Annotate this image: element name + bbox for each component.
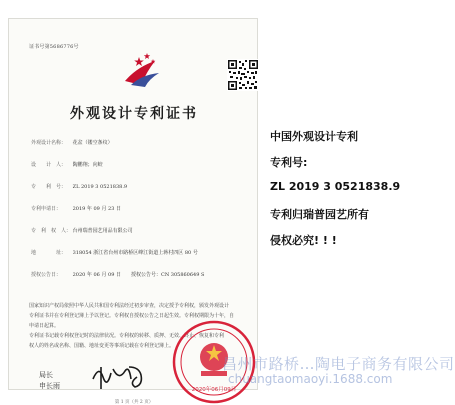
director-title: 局长	[39, 371, 53, 379]
field-label: 设 计 人：	[31, 162, 67, 168]
field-address	[31, 249, 198, 256]
notice-line-infringement: 侵权必究! ! !	[270, 234, 337, 247]
director-name: 申长雨	[39, 382, 60, 390]
certificate-number: 证书号第5686776号	[29, 44, 79, 50]
field-label: 专利申请日：	[31, 206, 62, 212]
field-label: 外观设计名称：	[31, 140, 67, 146]
body-line: 专利证书并在专利登记簿上予以登记。专利权自授权公告之日起生效。专利权期限为十年，自	[29, 313, 235, 319]
notice-line-patent-number: ZL 2019 3 0521838.9	[270, 180, 401, 193]
notice-line-patent-label: 专利号:	[270, 156, 308, 169]
field-patentee	[31, 227, 133, 234]
certificate-title: 外观设计专利证书	[70, 106, 198, 122]
field-value: 陶鹏翔；向蛟	[72, 162, 103, 168]
body-line: 权人的姓名或名称、国籍、地址变更等事项记载在专利登记簿上。	[29, 343, 175, 349]
seal-date: 2020年06月09日	[191, 387, 237, 393]
field-grant-date	[31, 271, 204, 278]
field-value: 2020 年 06 月 09 日 授权公告号：CN 305860649 S	[72, 272, 205, 278]
field-application-date	[31, 205, 121, 212]
field-label: 专 利 权 人：	[31, 228, 72, 234]
footer-note: 第 1 页（共 2 页）	[114, 400, 154, 405]
field-designer	[31, 161, 103, 168]
field-label: 授权公告日：	[31, 272, 62, 278]
watermark-en: chuangtaomaoyi.1688.com	[228, 372, 393, 386]
body-line: 国家知识产权局依照中华人民共和国专利法经过初步审查，决定授予专利权，颁发外观设计	[29, 303, 230, 309]
watermark-cn: 昌州市路桥…陶电子商务有限公司	[222, 355, 455, 373]
qr-code-icon	[227, 59, 259, 91]
body-line: 专利证书记载专利权登记时的法律状况。专利权的转移、质押、无效、终止、恢复和专利	[29, 333, 225, 339]
patent-certificate	[8, 18, 258, 405]
field-label: 地 址：	[31, 250, 67, 256]
field-patent-number	[31, 183, 127, 190]
field-value: 台州瑞普园艺用品有限公司	[72, 228, 133, 234]
body-line: 申请日起算。	[29, 323, 60, 329]
field-value: 花盆（镂空条纹）	[72, 140, 113, 146]
field-label: 专 利 号：	[31, 184, 67, 190]
field-value: 2019 年 09 月 23 日	[72, 206, 121, 212]
field-value: 318054 浙江省台州市路桥区峰江街道上蒋村四区 80 号	[72, 250, 198, 256]
field-value: ZL 2019 3 0521838.9	[72, 184, 128, 190]
director-signature	[89, 361, 149, 391]
cnipa-emblem-icon	[119, 51, 167, 89]
notice-line-design-patent: 中国外观设计专利	[270, 130, 358, 143]
notice-line-ownership: 专利归瑞普园艺所有	[270, 208, 369, 221]
field-design-name	[31, 139, 113, 146]
